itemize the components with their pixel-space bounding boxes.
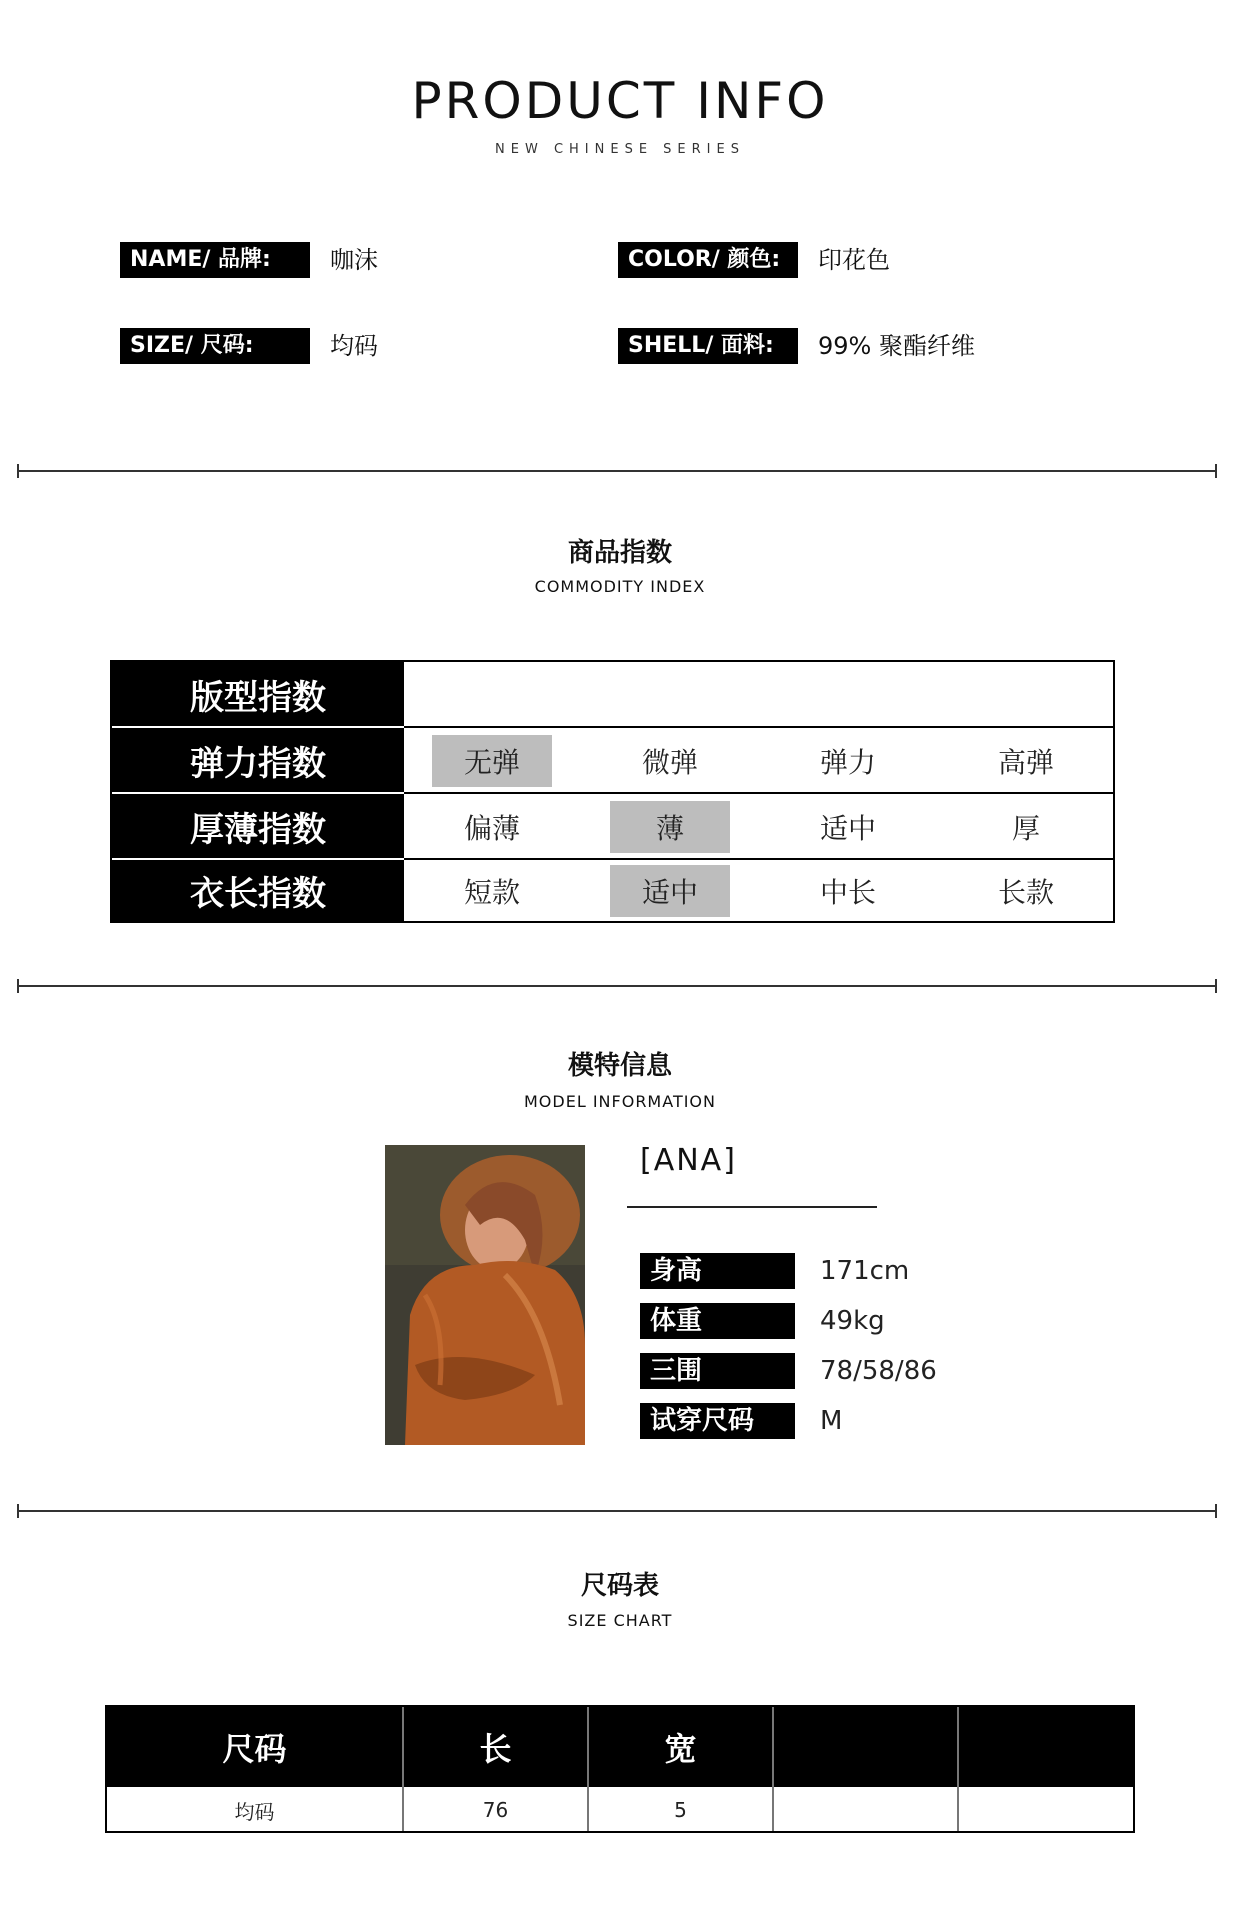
index-option: 短款: [463, 876, 520, 909]
commodity-index-table: [110, 660, 1115, 923]
page-subtitle: NEW CHINESE SERIES: [495, 142, 745, 157]
index-option: 高弹: [997, 746, 1054, 779]
shell-value: 99% 聚酯纤维: [818, 332, 975, 360]
model-stat-label: 三围: [640, 1353, 795, 1389]
index-option: 中长: [819, 876, 876, 909]
index-option-selected: 薄: [610, 801, 730, 853]
color-value: 印花色: [818, 246, 890, 274]
size-value: 均码: [330, 332, 378, 360]
model-stat-label: 试穿尺码: [640, 1403, 795, 1439]
index-option-selected: 适中: [610, 865, 730, 917]
section-divider: [17, 470, 1217, 472]
size-chart-title: 尺码表: [580, 1571, 659, 1601]
commodity-index-subtitle: COMMODITY INDEX: [534, 577, 706, 596]
index-row-label: 衣长指数: [112, 860, 404, 921]
index-row-label: 厚薄指数: [112, 794, 404, 858]
size-chart-header-cell: [774, 1707, 957, 1787]
size-chart-table: [105, 1705, 1135, 1833]
size-chart-cell: 5: [674, 1798, 687, 1822]
section-divider: [17, 1510, 1217, 1512]
size-chart-cell: 76: [482, 1798, 509, 1822]
index-option: 弹力: [819, 746, 876, 779]
size-chart-subtitle: SIZE CHART: [567, 1611, 673, 1630]
index-option-selected: 无弹: [432, 735, 552, 787]
index-option: 厚: [1011, 812, 1040, 845]
size-chart-cell: [774, 1789, 957, 1831]
commodity-index-title: 商品指数: [567, 538, 672, 568]
page-title: PRODUCT INFO: [411, 72, 829, 130]
model-stat-label: 身高: [640, 1253, 795, 1289]
size-chart-cell: 均码: [234, 1799, 275, 1824]
size-chart-cell: [959, 1789, 1133, 1831]
size-chart-header-cell: 宽: [664, 1730, 697, 1768]
index-row-label: 弹力指数: [112, 728, 404, 792]
model-stat-value: M: [820, 1406, 843, 1436]
size-chart-header-cell: [959, 1707, 1133, 1787]
model-info-title: 模特信息: [567, 1051, 672, 1081]
model-stat-value: 49kg: [820, 1306, 885, 1336]
model-stat-value: 78/58/86: [820, 1356, 937, 1386]
index-option: 偏薄: [463, 812, 520, 845]
model-stat-value: 171cm: [820, 1256, 910, 1286]
section-divider: [17, 985, 1217, 987]
size-chart-header-cell: 长: [479, 1730, 512, 1768]
model-name: [ANA]: [640, 1143, 737, 1178]
index-row-length: [112, 860, 1113, 921]
index-option: 长款: [997, 876, 1054, 909]
name-label: NAME/ 品牌:: [120, 242, 310, 278]
model-photo: [385, 1145, 585, 1445]
index-row-fit: [112, 662, 1113, 726]
size-chart-header-cell: 尺码: [222, 1730, 287, 1768]
index-row-thickness: [112, 794, 1113, 858]
size-label: SIZE/ 尺码:: [120, 328, 310, 364]
shell-label: SHELL/ 面料:: [618, 328, 798, 364]
model-stat-label: 体重: [640, 1303, 795, 1339]
model-name-underline: [627, 1206, 877, 1208]
color-label: COLOR/ 颜色:: [618, 242, 798, 278]
name-value: 咖沫: [330, 246, 378, 274]
model-info-subtitle: MODEL INFORMATION: [524, 1092, 716, 1111]
index-option: 适中: [819, 812, 876, 845]
index-row-label: 版型指数: [112, 662, 404, 726]
index-row-elasticity: [112, 728, 1113, 792]
index-option: 微弹: [641, 746, 698, 779]
